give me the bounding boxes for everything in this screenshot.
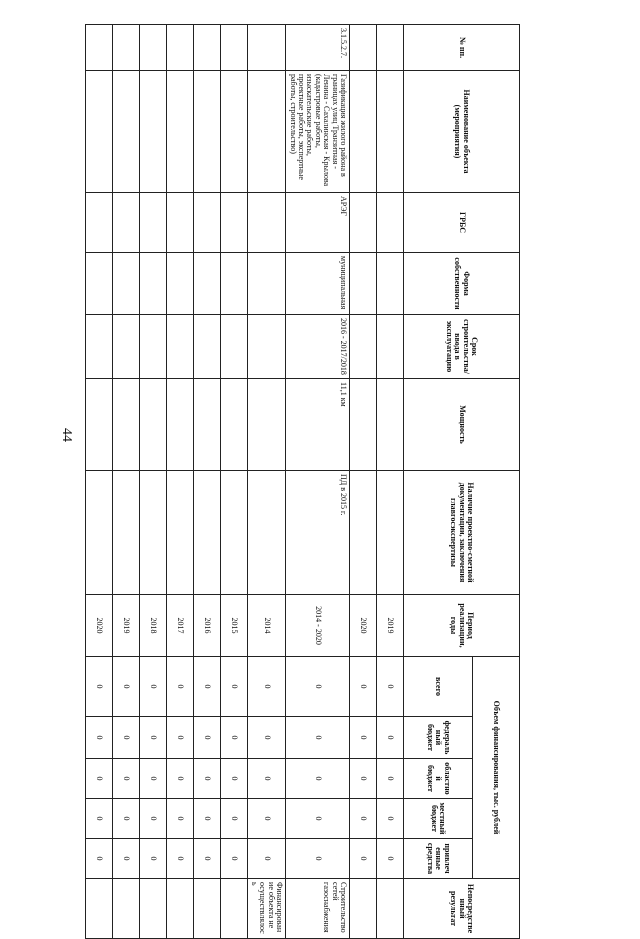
cell-expected-result	[139, 879, 166, 939]
cell-number	[193, 25, 220, 71]
header-number: № пп.	[404, 25, 520, 71]
cell-capacity	[377, 379, 404, 471]
table-header-row-top	[473, 25, 520, 939]
cell-local: 0	[85, 799, 112, 839]
cell-capacity: 11,1 км	[286, 379, 350, 471]
cell-grbs	[112, 193, 139, 253]
cell-attracted: 0	[166, 839, 193, 879]
cell-name	[377, 71, 404, 193]
table-row	[247, 25, 286, 939]
cell-documentation	[139, 471, 166, 595]
cell-documentation	[85, 471, 112, 595]
cell-federal: 0	[193, 717, 220, 759]
cell-period: 2014 - 2020	[286, 595, 350, 657]
cell-number	[377, 25, 404, 71]
header-construction-term: Срок строительства/ввода в эксплуатацию	[404, 315, 520, 379]
cell-total: 0	[166, 657, 193, 717]
cell-regional: 0	[112, 759, 139, 799]
cell-period: 2020	[350, 595, 377, 657]
cell-grbs	[350, 193, 377, 253]
cell-grbs	[247, 193, 286, 253]
header-documentation: Наличие проектно-сметной документации, заключения главгосэкспертизы	[404, 471, 520, 595]
cell-period: 2014	[247, 595, 286, 657]
cell-total: 0	[350, 657, 377, 717]
cell-construction-term	[85, 315, 112, 379]
cell-federal: 0	[377, 717, 404, 759]
cell-capacity	[193, 379, 220, 471]
table-canvas	[94, 24, 520, 934]
cell-documentation	[377, 471, 404, 595]
cell-expected-result: Финансирование объекта не осуществлялось	[247, 879, 286, 939]
cell-number	[166, 25, 193, 71]
cell-documentation	[112, 471, 139, 595]
cell-local: 0	[112, 799, 139, 839]
cell-attracted: 0	[193, 839, 220, 879]
cell-construction-term	[377, 315, 404, 379]
cell-grbs	[220, 193, 247, 253]
cell-capacity	[247, 379, 286, 471]
cell-attracted: 0	[350, 839, 377, 879]
cell-federal: 0	[220, 717, 247, 759]
cell-expected-result	[350, 879, 377, 939]
cell-name	[247, 71, 286, 193]
cell-period: 2015	[220, 595, 247, 657]
cell-ownership	[85, 253, 112, 315]
cell-documentation	[247, 471, 286, 595]
cell-capacity	[85, 379, 112, 471]
cell-construction-term	[112, 315, 139, 379]
cell-documentation	[220, 471, 247, 595]
header-financing-regional: областной бюджет	[404, 759, 473, 799]
cell-grbs	[85, 193, 112, 253]
cell-construction-term	[139, 315, 166, 379]
cell-documentation	[166, 471, 193, 595]
cell-capacity	[139, 379, 166, 471]
cell-regional: 0	[350, 759, 377, 799]
cell-name	[220, 71, 247, 193]
cell-local: 0	[166, 799, 193, 839]
cell-local: 0	[220, 799, 247, 839]
cell-number	[247, 25, 286, 71]
cell-federal: 0	[85, 717, 112, 759]
cell-name	[85, 71, 112, 193]
cell-number	[139, 25, 166, 71]
cell-total: 0	[112, 657, 139, 717]
cell-expected-result: Строительство сетей газоснабжения	[286, 879, 350, 939]
rotated-table-wrapper	[94, 24, 520, 934]
cell-period: 2017	[166, 595, 193, 657]
cell-expected-result	[377, 879, 404, 939]
cell-number: 3.1.5.2.7.	[286, 25, 350, 71]
cell-attracted: 0	[139, 839, 166, 879]
cell-name	[112, 71, 139, 193]
cell-local: 0	[193, 799, 220, 839]
cell-local: 0	[377, 799, 404, 839]
cell-construction-term	[247, 315, 286, 379]
cell-attracted: 0	[112, 839, 139, 879]
cell-name: Газификация жилого района в границах улиц Транзитная - Ленина - Сахалинская - Крылова (кадастровые работы, изыскательские работы, проектные работы, экспертные работы, строительство)	[286, 71, 350, 193]
header-financing-local: местный бюджет	[404, 799, 473, 839]
header-expected-result: Непосредственный результат	[404, 879, 520, 939]
cell-ownership	[377, 253, 404, 315]
cell-number	[112, 25, 139, 71]
cell-attracted: 0	[377, 839, 404, 879]
financing-table	[85, 24, 520, 939]
cell-regional: 0	[377, 759, 404, 799]
header-financing-total: всего	[404, 657, 473, 717]
cell-name	[350, 71, 377, 193]
cell-total: 0	[193, 657, 220, 717]
cell-ownership	[139, 253, 166, 315]
header-period: Период реализации, годы	[404, 595, 520, 657]
cell-number	[85, 25, 112, 71]
cell-total: 0	[139, 657, 166, 717]
cell-attracted: 0	[247, 839, 286, 879]
cell-federal: 0	[350, 717, 377, 759]
cell-construction-term	[193, 315, 220, 379]
cell-ownership: муниципальная	[286, 253, 350, 315]
cell-grbs	[377, 193, 404, 253]
header-ownership: Форма собственности	[404, 253, 520, 315]
cell-regional: 0	[220, 759, 247, 799]
cell-ownership	[247, 253, 286, 315]
cell-construction-term	[220, 315, 247, 379]
cell-regional: 0	[193, 759, 220, 799]
table-row	[112, 25, 139, 939]
cell-federal: 0	[166, 717, 193, 759]
cell-construction-term	[166, 315, 193, 379]
header-financing-federal: федеральный бюджет	[404, 717, 473, 759]
cell-construction-term: 2016 - 2017/2018	[286, 315, 350, 379]
cell-federal: 0	[247, 717, 286, 759]
cell-regional: 0	[286, 759, 350, 799]
cell-period: 2018	[139, 595, 166, 657]
cell-period: 2019	[112, 595, 139, 657]
cell-total: 0	[286, 657, 350, 717]
table-row	[193, 25, 220, 939]
cell-ownership	[350, 253, 377, 315]
table-row	[139, 25, 166, 939]
header-financing-group: Объем финансирования, тыс. рублей	[473, 657, 520, 879]
cell-name	[166, 71, 193, 193]
cell-ownership	[193, 253, 220, 315]
cell-grbs	[166, 193, 193, 253]
cell-local: 0	[139, 799, 166, 839]
cell-total: 0	[85, 657, 112, 717]
cell-total: 0	[377, 657, 404, 717]
table-row	[350, 25, 377, 939]
header-capacity: Мощность	[404, 379, 520, 471]
cell-documentation	[350, 471, 377, 595]
cell-expected-result	[85, 879, 112, 939]
cell-capacity	[112, 379, 139, 471]
cell-total: 0	[220, 657, 247, 717]
cell-federal: 0	[139, 717, 166, 759]
cell-total: 0	[247, 657, 286, 717]
cell-regional: 0	[247, 759, 286, 799]
cell-documentation: ПД в 2015 г.	[286, 471, 350, 595]
cell-federal: 0	[112, 717, 139, 759]
cell-regional: 0	[139, 759, 166, 799]
cell-regional: 0	[85, 759, 112, 799]
cell-regional: 0	[166, 759, 193, 799]
table-row	[220, 25, 247, 939]
cell-number	[350, 25, 377, 71]
cell-capacity	[166, 379, 193, 471]
cell-period: 2020	[85, 595, 112, 657]
cell-expected-result	[193, 879, 220, 939]
cell-period: 2016	[193, 595, 220, 657]
page-number: 44	[59, 428, 74, 442]
cell-grbs: АРЭГ	[286, 193, 350, 253]
cell-attracted: 0	[220, 839, 247, 879]
cell-number	[220, 25, 247, 71]
cell-local: 0	[286, 799, 350, 839]
cell-attracted: 0	[85, 839, 112, 879]
table-row	[286, 25, 350, 939]
cell-expected-result	[166, 879, 193, 939]
cell-name	[193, 71, 220, 193]
cell-ownership	[112, 253, 139, 315]
cell-ownership	[220, 253, 247, 315]
header-name: Наименование объекта (мероприятия)	[404, 71, 520, 193]
cell-documentation	[193, 471, 220, 595]
cell-federal: 0	[286, 717, 350, 759]
cell-name	[139, 71, 166, 193]
table-row	[85, 25, 112, 939]
cell-expected-result	[112, 879, 139, 939]
cell-capacity	[220, 379, 247, 471]
cell-construction-term	[350, 315, 377, 379]
header-financing-attracted: привлеченные средства	[404, 839, 473, 879]
cell-local: 0	[350, 799, 377, 839]
cell-grbs	[193, 193, 220, 253]
header-grbs: ГРБС	[404, 193, 520, 253]
table-row	[166, 25, 193, 939]
cell-grbs	[139, 193, 166, 253]
cell-expected-result	[220, 879, 247, 939]
table-row	[377, 25, 404, 939]
cell-ownership	[166, 253, 193, 315]
cell-local: 0	[247, 799, 286, 839]
cell-attracted: 0	[286, 839, 350, 879]
cell-period: 2019	[377, 595, 404, 657]
cell-capacity	[350, 379, 377, 471]
